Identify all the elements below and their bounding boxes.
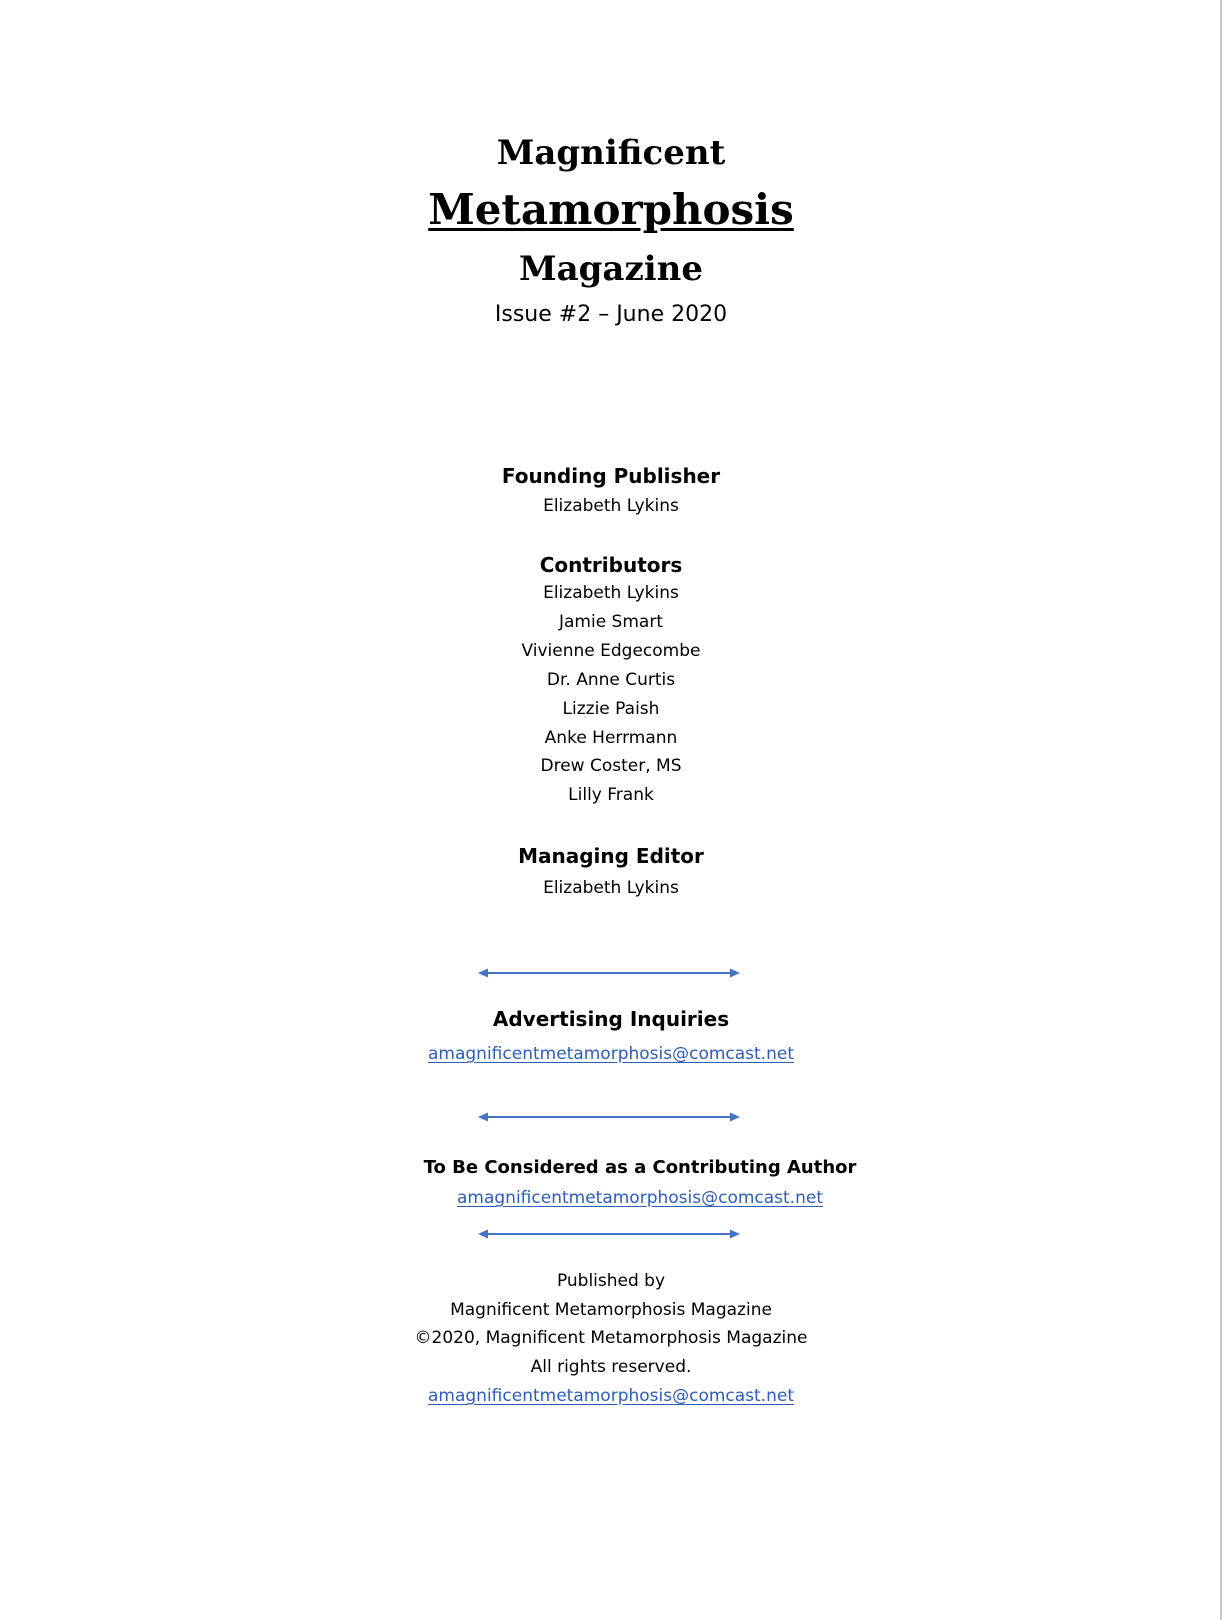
founding-publisher-heading: Founding Publisher: [501, 464, 721, 488]
footer-email-row: [0, 1384, 1222, 1408]
double-headed-arrow-icon: [478, 966, 740, 980]
managing-editor-name: Elizabeth Lykins: [543, 878, 679, 898]
footer-email-link[interactable]: amagnificentmetamorphosis@comcast.net: [428, 1386, 794, 1406]
masthead-line-magnificent: Magnificent: [496, 133, 726, 173]
advertising-heading: Advertising Inquiries: [492, 1007, 730, 1031]
contributor-name: Anke Herrmann: [544, 728, 678, 748]
copyright-notice: ©2020, Magnificent Metamorphosis Magazine: [414, 1328, 808, 1348]
issue-line: Issue #2 – June 2020: [494, 302, 728, 327]
contributing-author-email-link[interactable]: amagnificentmetamorphosis@comcast.net: [457, 1188, 823, 1208]
contributor-name: Drew Coster, MS: [540, 756, 682, 776]
contributor-name: Lilly Frank: [568, 785, 654, 805]
contributor-name: Dr. Anne Curtis: [546, 670, 676, 690]
contributor-name: Jamie Smart: [558, 612, 663, 632]
managing-editor-heading: Managing Editor: [518, 844, 704, 868]
contributor-name: Vivienne Edgecombe: [521, 641, 701, 661]
double-headed-arrow-icon: [478, 1227, 740, 1241]
masthead-line-metamorphosis: Metamorphosis: [428, 185, 794, 234]
rights-notice: All rights reserved.: [530, 1357, 692, 1377]
contributing-author-heading: To Be Considered as a Contributing Author: [423, 1157, 857, 1178]
publisher-name: Magnificent Metamorphosis Magazine: [450, 1300, 772, 1320]
contributor-name: Lizzie Paish: [562, 699, 660, 719]
published-by-label: Published by: [556, 1271, 666, 1291]
advertising-email-row: [0, 1042, 1222, 1066]
advertising-email-link[interactable]: amagnificentmetamorphosis@comcast.net: [428, 1044, 794, 1064]
founding-publisher-name: Elizabeth Lykins: [543, 496, 679, 516]
double-headed-arrow-icon: [478, 1110, 740, 1124]
contributing-author-email-row: [29, 1186, 1222, 1210]
contributor-name: Elizabeth Lykins: [543, 583, 679, 603]
masthead-line-magazine: Magazine: [518, 249, 704, 289]
contributors-heading: Contributors: [539, 553, 683, 577]
